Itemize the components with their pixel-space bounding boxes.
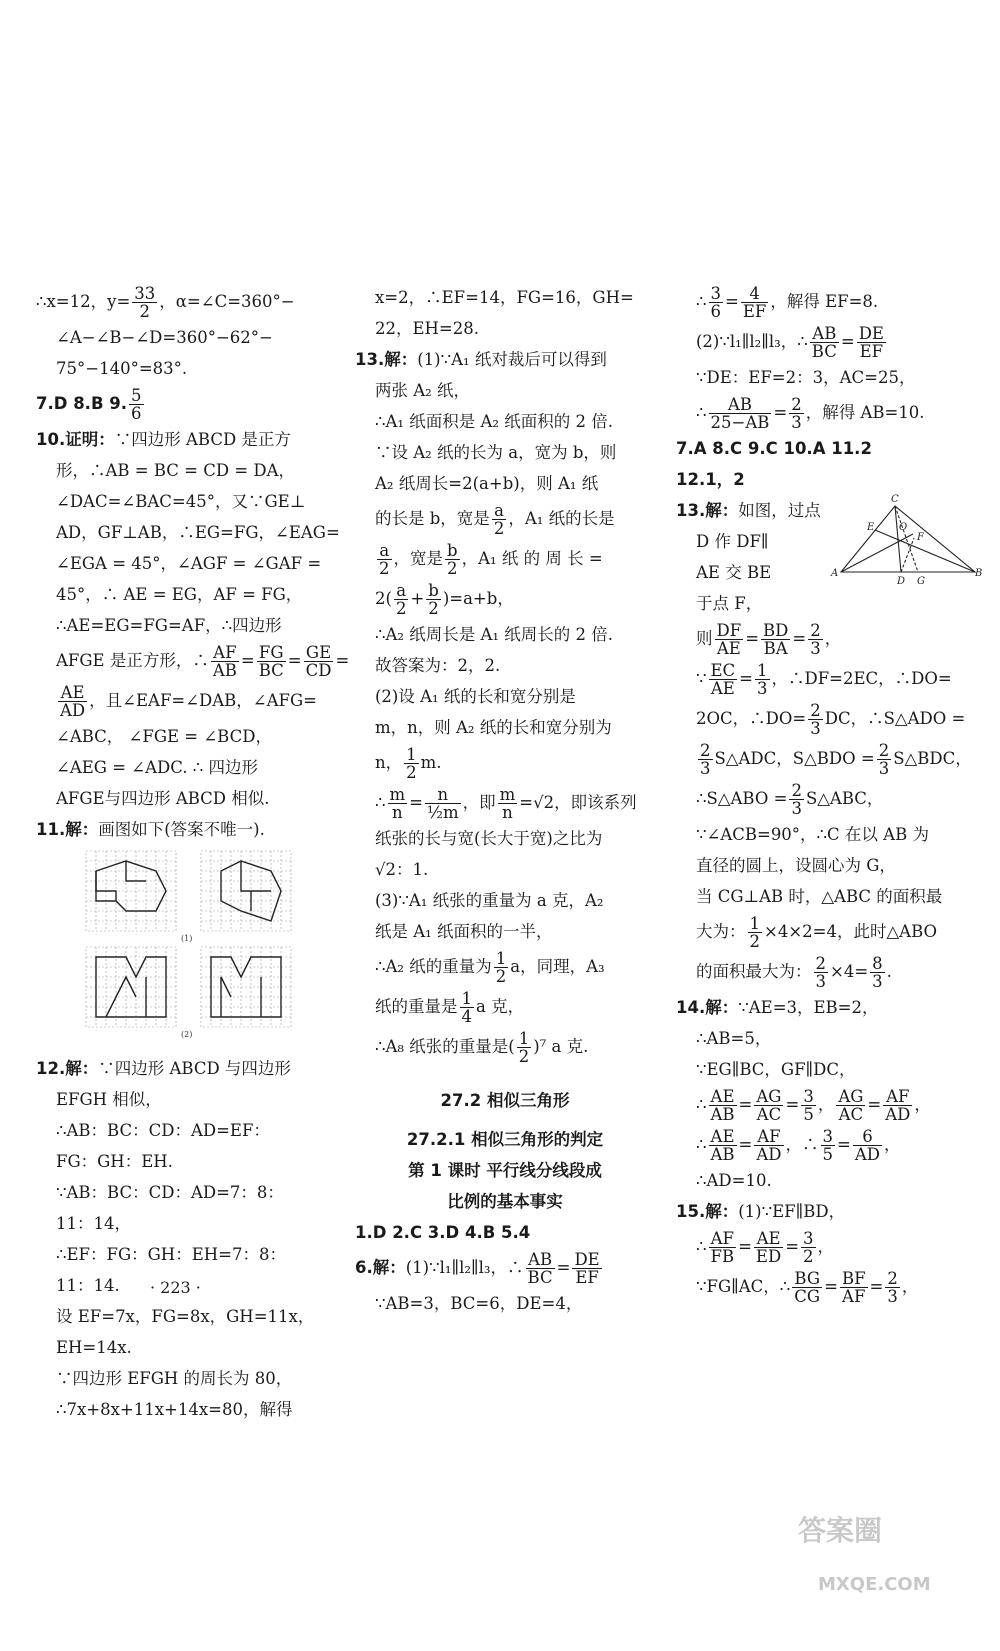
q13-line: 13.解：如图，过点: [676, 501, 821, 520]
text-line: ∵设 A₂ 纸的长为 a，宽为 b，则: [375, 443, 617, 462]
text-line: $\frac{AE}{AD}$ ，且∠EAF=∠DAB，∠AFG=: [60, 683, 318, 720]
text-line: ∴ $\frac{m}{n}$ = $\frac{n}{\text{½m}}$ ，即 $\frac{m}{n}$ =√2，即该系列: [375, 785, 637, 822]
text-line: ∴AB=5，: [696, 1029, 772, 1048]
answer-line: 7.D 8.B 9. $\frac{5}{6}$: [36, 386, 142, 423]
q13-line: 13.解：(1)∵A₁ 纸对裁后可以得到: [355, 350, 607, 369]
text-line: ∴A₂ 纸的重量为 $\frac{1}{2}$ a，同理，A₃: [375, 949, 605, 986]
text-line: 2( $\frac{a}{2}$ + $\frac{b}{2}$ )=a+b，: [375, 581, 514, 618]
text-line: $\frac{a}{2}$ ，宽是 $\frac{b}{2}$ ，A₁ 纸 的 周 长 =: [379, 541, 603, 578]
watermark-text: 答案圈: [798, 1514, 883, 1547]
text-line: 直径的圆上，设圆心为 G，: [696, 856, 896, 875]
text-line: D 作 DF∥: [696, 532, 769, 551]
text-line: 大为： $\frac{1}{2}$ ×4×2=4，此时△ABO: [696, 914, 938, 951]
text-line: ∠A−∠B−∠D=360°−62°−: [56, 328, 273, 347]
text-line: 纸的重量是 $\frac{1}{4}$ a 克，: [375, 989, 525, 1026]
text-line: ∴ $\frac{3}{6}$ = $\frac{4}{EF}$ ，解得 EF=8.: [696, 284, 879, 321]
text-line: ∴AE=EG=FG=AF，∴四边形: [56, 616, 282, 635]
text-line: ∴x=12，y= $\frac{33}{2}$ ，α=∠C=360°−: [36, 284, 295, 321]
text-line: EH=14x.: [56, 1338, 132, 1357]
answer-line: 7.A 8.C 9.C 10.A 11.2: [676, 439, 872, 458]
text-line: 2OC，∴DO= $\frac{2}{3}$ DC，∴S△ADO =: [696, 701, 966, 738]
text-line: ∠EGA = 45°，∠AGF = ∠GAF =: [56, 554, 322, 573]
text-line: ∴EF：FG：GH：EH=7：8：: [56, 1245, 286, 1264]
column-right: [676, 282, 981, 1307]
text-line: FG：GH：EH.: [56, 1152, 173, 1171]
label-F: F: [917, 532, 924, 543]
q10-line: 10.证明：∵四边形 ABCD 是正方: [36, 430, 291, 449]
label-A: A: [831, 568, 839, 579]
text-line: 两张 A₂ 纸，: [375, 381, 471, 400]
label-B: B: [975, 568, 983, 579]
label-C: C: [891, 494, 899, 505]
text-line: ∠AEG = ∠ADC. ∴ 四边形: [56, 758, 259, 777]
page-number: · 223 ·: [150, 1278, 201, 1297]
text-line: 11：14.: [56, 1276, 120, 1295]
text-line: EFGH 相似，: [56, 1090, 162, 1109]
text-line: ∵DE：EF=2：3，AC=25，: [696, 368, 916, 387]
text-line: AD，GF⊥AB，∴EG=FG，∠EAG=: [56, 523, 340, 542]
label-D: D: [897, 576, 906, 587]
text-line: 故答案为：2，2.: [375, 656, 501, 675]
q11-line: 11.解：画图如下(答案不唯一).: [36, 820, 265, 839]
text-line: ∴ $\frac{AF}{FB}$ = $\frac{AE}{ED}$ = $\frac{3}{2}$ ，: [696, 1229, 835, 1266]
grid-drawings-figure: [56, 849, 316, 1039]
text-line: ∴A₂ 纸周长是 A₁ 纸周长的 2 倍.: [375, 625, 614, 644]
text-line: ∵EG∥BC，GF∥DC，: [696, 1060, 856, 1079]
q12-line: 12.解：∵四边形 ABCD 与四边形: [36, 1059, 291, 1078]
text-line: √2：1.: [375, 860, 429, 879]
text-line: ∵ $\frac{EC}{AE}$ = $\frac{1}{3}$ ，∴DF=2EC，∴DO=: [696, 661, 952, 698]
text-line: m，n，则 A₂ 纸的长和宽分别为: [375, 718, 612, 737]
text-line: ∴A₈ 纸张的重量是( $\frac{1}{2}$ )⁷ a 克.: [375, 1029, 589, 1066]
watermark-logo: [788, 1490, 978, 1600]
text-line: (2)∵l₁∥l₂∥l₃，∴ $\frac{AB}{BC}$ = $\frac{DE}{EF}$: [696, 324, 884, 361]
answer-line: 12.1，2: [676, 470, 745, 489]
text-line: 11：14，: [56, 1214, 131, 1233]
text-line: AFGE 是正方形，∴ $\frac{AF}{AB}$ = $\frac{FG}{BC}$ = $\frac{GE}{CD}$ =: [56, 643, 350, 680]
text-line: 当 CG⊥AB 时，△ABC 的面积最: [696, 887, 943, 906]
text-line: ∴AD=10.: [696, 1171, 772, 1190]
text-line: 纸张的长与宽(长大于宽)之比为: [375, 829, 603, 848]
answer-line: 1.D 2.C 3.D 4.B 5.4: [355, 1223, 531, 1242]
lesson-title-line1: 第 1 课时 平行线分线段成: [408, 1161, 602, 1180]
text-line: ∴AB：BC：CD：AD=EF：: [56, 1121, 270, 1140]
text-line: ∵AB=3，BC=6，DE=4，: [375, 1294, 583, 1313]
text-line: ∠DAC=∠BAC=45°，又∵GE⊥: [56, 492, 306, 511]
label-E: E: [867, 522, 875, 533]
text-line: ∵FG∥AC，∴ $\frac{BG}{CG}$ = $\frac{BF}{AF}$ = $\frac{2}{3}$ ，: [696, 1269, 919, 1306]
section-title: 27.2 相似三角形: [440, 1091, 570, 1110]
text-line: x=2，∴EF=14，FG=16，GH=: [375, 288, 634, 307]
text-line: AE 交 BE: [696, 563, 772, 582]
text-line: 设 EF=7x，FG=8x，GH=11x，: [56, 1307, 315, 1326]
text-line: ∠ABC， ∠FGE = ∠BCD，: [56, 727, 272, 746]
q14-line: 14.解：∵AE=3，EB=2，: [676, 998, 879, 1017]
q15-line: 15.解：(1)∵EF∥BD，: [676, 1202, 846, 1221]
text-line: 45°，∴ AE = EG，AF = FG，: [56, 585, 303, 604]
text-line: 纸是 A₁ 纸面积的一半，: [375, 922, 553, 941]
text-line: ∴ $\frac{AE}{AB}$ = $\frac{AF}{AD}$ ，∴ $\frac{3}{5}$ = $\frac{6}{AD}$ ，: [696, 1127, 901, 1164]
text-line: 的长是 b，宽是 $\frac{a}{2}$ ，A₁ 纸的长是: [375, 501, 615, 538]
triangle-figure: [831, 492, 983, 587]
label-O: O: [899, 522, 908, 533]
text-line: 的面积最大为： $\frac{2}{3}$ ×4= $\frac{8}{3}$ .: [696, 954, 892, 991]
text-line: $\frac{2}{3}$ S△ADC，S△BDO = $\frac{2}{3}$ S△BDC，: [700, 741, 972, 778]
text-line: 于点 F，: [696, 594, 763, 613]
q6-line: 6.解：(1)∵l₁∥l₂∥l₃，∴ $\frac{AB}{BC}$ = $\frac{DE}{EF}$: [355, 1250, 600, 1287]
text-line: ∴ $\frac{AE}{AB}$ = $\frac{AG}{AC}$ = $\frac{3}{5}$ ， $\frac{AG}{AC}$ = $\frac{AF}{AD}$ ，: [696, 1087, 931, 1124]
text-line: 形，∴AB = BC = CD = DA，: [56, 461, 296, 480]
text-line: ∵四边形 EFGH 的周长为 80，: [56, 1369, 293, 1388]
text-line: ∵∠ACB=90°，∴C 在以 AB 为: [696, 825, 929, 844]
text-line: ∴7x+8x+11x+14x=80，解得: [56, 1400, 293, 1419]
figure-label-2: (2): [181, 1030, 193, 1039]
text-line: n， $\frac{1}{2}$ m.: [375, 745, 442, 782]
label-G: G: [917, 576, 925, 587]
subsection-title: 27.2.1 相似三角形的判定: [406, 1130, 604, 1149]
text-line: 75°−140°=83°.: [56, 359, 188, 378]
lesson-title-line2: 比例的基本事实: [447, 1192, 563, 1211]
column-middle: [355, 282, 655, 1319]
watermark-url: MXQE.COM: [818, 1574, 931, 1595]
column-left: [36, 282, 350, 1425]
figure-label-1: (1): [181, 934, 193, 943]
text-line: A₂ 纸周长=2(a+b)，则 A₁ 纸: [375, 474, 599, 493]
text-line: 22，EH=28.: [375, 319, 479, 338]
text-line: (2)设 A₁ 纸的长和宽分别是: [375, 687, 576, 706]
text-line: AFGE与四边形 ABCD 相似.: [56, 789, 270, 808]
text-line: ∴A₁ 纸面积是 A₂ 纸面积的 2 倍.: [375, 412, 614, 431]
text-line: 则 $\frac{DF}{AE}$ = $\frac{BD}{BA}$ = $\frac{2}{3}$ ，: [696, 621, 842, 658]
text-line: ∴ $\frac{AB}{25-AB}$ = $\frac{2}{3}$ ，解得 AB=10.: [696, 395, 925, 432]
text-line: (3)∵A₁ 纸张的重量为 a 克，A₂: [375, 891, 604, 910]
text-line: ∵AB：BC：CD：AD=7：8：: [56, 1183, 284, 1202]
text-line: ∴S△ABO = $\frac{2}{3}$ S△ABC，: [696, 781, 884, 818]
